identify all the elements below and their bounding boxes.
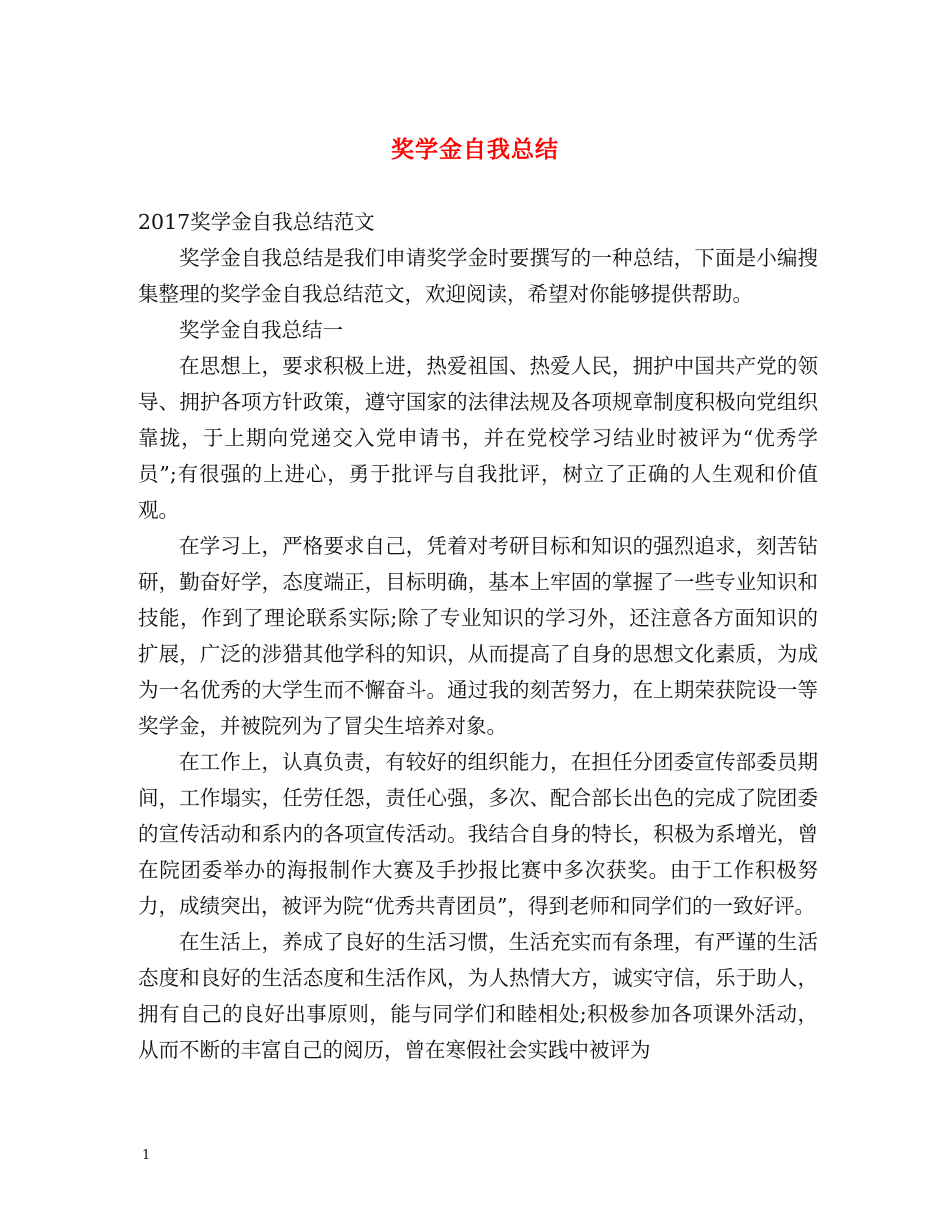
document-title: 奖学金自我总结 <box>391 136 559 163</box>
document-body <box>138 204 818 1068</box>
thought-paragraph: 在思想上，要求积极上进，热爱祖国、热爱人民，拥护中国共产党的领导、拥护各项方针政策，遵守国家的法律法规及各项规章制度积极向党组织靠拢，于上期向党递交入党申请书，并在党校学习结业时被评为“优秀学员”;有很强的上进心，勇于批评与自我批评，树立了正确的人生观和价值观。 <box>138 354 818 522</box>
subtitle-paragraph: 2017奖学金自我总结范文 <box>138 210 375 234</box>
intro-paragraph: 奖学金自我总结是我们申请奖学金时要撰写的一种总结，下面是小编搜集整理的奖学金自我总结范文，欢迎阅读，希望对你能够提供帮助。 <box>138 246 818 306</box>
life-paragraph: 在生活上，养成了良好的生活习惯，生活充实而有条理，有严谨的生活态度和良好的生活态度和生活作风，为人热情大方，诚实守信，乐于助人，拥有自己的良好出事原则，能与同学们和睦相处;积极参加各项课外活动，从而不断的丰富自己的阅历，曾在寒假社会实践中被评为 <box>138 930 818 1062</box>
section-heading: 奖学金自我总结一 <box>179 318 343 342</box>
page-number: 1 <box>142 1148 151 1163</box>
work-paragraph: 在工作上，认真负责，有较好的组织能力，在担任分团委宣传部委员期间，工作塌实，任劳任怨，责任心强，多次、配合部长出色的完成了院团委的宣传活动和系内的各项宣传活动。我结合自身的特长，积极为系增光，曾在院团委举办的海报制作大赛及手抄报比赛中多次获奖。由于工作积极努力，成绩突出，被评为院“优秀共青团员”，得到老师和同学们的一致好评。 <box>138 750 818 918</box>
study-paragraph: 在学习上，严格要求自己，凭着对考研目标和知识的强烈追求，刻苦钻研，勤奋好学，态度端正，目标明确，基本上牢固的掌握了一些专业知识和技能，作到了理论联系实际;除了专业知识的学习外，还注意各方面知识的扩展，广泛的涉猎其他学科的知识，从而提高了自身的思想文化素质，为成为一名优秀的大学生而不懈奋斗。通过我的刻苦努力，在上期荣获院设一等奖学金，并被院列为了冒尖生培养对象。 <box>138 534 818 738</box>
